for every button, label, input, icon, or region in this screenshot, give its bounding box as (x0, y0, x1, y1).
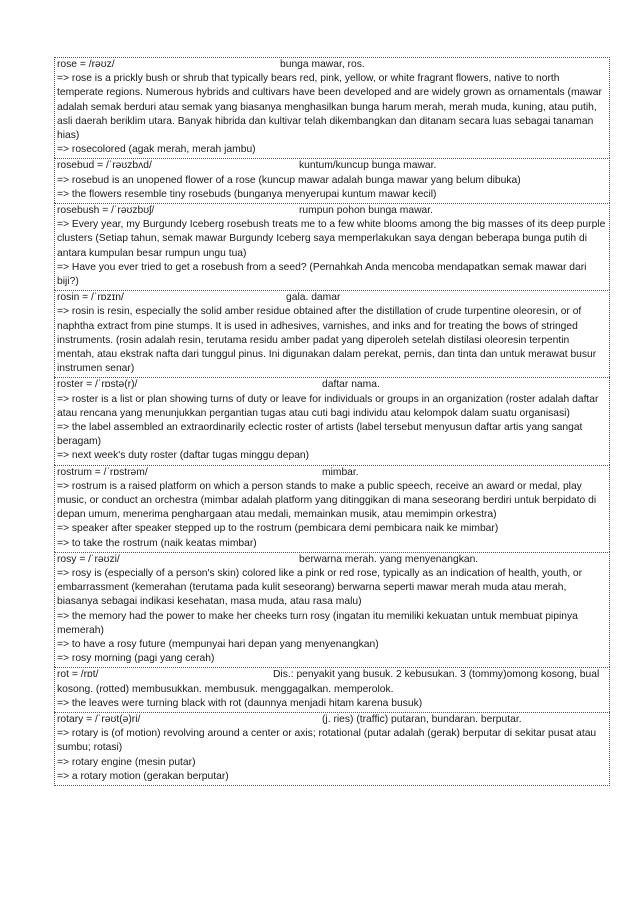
example-line: => the label assembled an extraordinarily eclectic roster of artists (label tersebut menyusun daftar artis yang sangat beragam) (57, 422, 583, 448)
translation: Dis.: penyakit yang busuk. 2 kebusukan. 3 (tommy)omong kosong, bual kosong. (rotted) membusukkan. membusuk. menggagalkan. memperolok. (57, 669, 600, 695)
headword: rosebud = /ˈrəʊzbʌd/ (57, 160, 152, 172)
definition-line: => rosin is resin, especially the solid amber residue obtained after the distillation of crude turpentine oleoresin, or of naphtha extract from pine stumps. It is used in adhesives, varnishes, and inks and for treating the bows of stringed instruments. (rosin adalah resin, terutama residu amber padat yang diperoleh setelah distilasi oleoresin terpentin mentah, atau ekstrak nafta dari tunggul pinus. Ini digunakan dalam perekat, pernis, dan tinta dan untuk merawat busur instrumen senar) (57, 306, 597, 375)
entry-header (57, 159, 607, 173)
headword: rosebush = /ˈrəʊzbʊʃ/ (57, 205, 155, 216)
definition-line: => rosebud is an unopened flower of a rose (kuncup mawar adalah bunga mawar yang belum dibuka) (57, 174, 521, 186)
translation: (j. ries) (traffic) putaran, bundaran. berputar. (322, 714, 522, 726)
example-line: => the leaves were turning black with rot (daunnya menjadi hitam karena busuk) (57, 697, 423, 709)
entry-rosin (54, 290, 610, 377)
entry-rot (54, 667, 610, 712)
entry-rostrum (54, 465, 610, 552)
example-line: => the memory had the power to make her cheeks turn rosy (ingatan itu memiliki kekuatan untuk membuat pipinya memerah) (57, 610, 578, 636)
example-line: => next week's duty roster (daftar tugas minggu depan) (57, 450, 310, 462)
example-line: => to take the rostrum (naik keatas mimbar) (57, 537, 257, 549)
entry-rose (54, 57, 610, 158)
entry-header (57, 378, 607, 392)
translation: mimbar. (322, 466, 359, 478)
example-line: => a rotary motion (gerakan berputar) (57, 770, 229, 782)
definition-line: => rostrum is a raised platform on which a person stands to make a public speech, receive an award or medal, play music, or conduct an orchestra (mimbar adalah platform yang ditinggikan di mana seseorang berdiri untuk berpidato di depan umum, menerima penghargaan atau medali, memainkan musik, atau memimpin orkestra) (57, 480, 597, 521)
translation: bunga mawar, ros. (280, 59, 365, 70)
entry-header (57, 204, 607, 218)
entry-rosebud (54, 158, 610, 203)
translation: berwarna merah. yang menyenangkan. (299, 553, 479, 565)
translation: daftar nama. (322, 379, 380, 391)
entry-header (57, 58, 607, 72)
translation: rumpun pohon bunga mawar. (299, 205, 433, 216)
translation: gala. damar (286, 292, 341, 304)
entry-header (57, 668, 607, 696)
entry-rosy (54, 552, 610, 668)
definition-line: => roster is a list or plan showing turns of duty or leave for individuals or groups in an organization (roster adalah daftar atau rencana yang menunjukkan pergantian tugas atau cuti bagi individu atau kelompok dalam suatu organisasi) (57, 393, 599, 419)
entry-header (57, 291, 607, 305)
headword: rosin = /ˈrɒzɪn/ (57, 292, 124, 304)
example-line: => rotary engine (mesin putar) (57, 756, 196, 768)
headword: rosy = /ˈrəʊzi/ (57, 553, 120, 565)
example-line: => rosecolored (agak merah, merah jambu) (57, 144, 256, 156)
definition-line: => rotary is (of motion) revolving around a center or axis; rotational (putar adalah (gerak) berputar di sekitar pusat atau sumbu; rotasi) (57, 728, 597, 754)
entry-header (57, 553, 607, 567)
definition-line: => Every year, my Burgundy Iceberg rosebush treats me to a few white blooms among the big masses of its deep purple clusters (Setiap tahun, semak mawar Burgundy Iceberg saya memperlakukan saya dengan beberapa bunga putih di antara kumpulan besar rumpun ungu tua) (57, 219, 606, 259)
headword: roster = /ˈrɒstə(r)/ (57, 379, 138, 391)
entry-roster (54, 377, 610, 464)
example-line: => speaker after speaker stepped up to the rostrum (pembicara demi pembicara naik ke mimbar) (57, 523, 499, 535)
example-line: => Have you ever tried to get a rosebush from a seed? (Pernahkah Anda mencoba mendapatkan semak mawar dari biji?) (57, 261, 587, 287)
headword: rose = /rəʊz/ (57, 59, 115, 70)
definition-line: => rosy is (especially of a person's skin) colored like a pink or red rose, typically as an indication of health, youth, or embarrassment (kemerahan (terutama pada kulit seseorang) berwarna seperti mawar merah muda atau merah, biasanya sebagai indikasi kesehatan, masa muda, atau rasa malu) (57, 568, 583, 608)
headword: rotary = /ˈrəʊt(ə)ri/ (57, 714, 141, 726)
headword: rostrum = /ˈrɒstrəm/ (57, 466, 148, 478)
entry-header (57, 466, 607, 480)
definition-line: => rose is a prickly bush or shrub that typically bears red, pink, yellow, or white fragrant flowers, native to north temperate regions. Numerous hybrids and cultivars have been developed and are widely grown as ornamentals (mawar adalah semak berduri atau semak yang biasanya menghasilkan bunga harum merah, merah muda, kuning, atau putih, asli daerah beriklim utara. Banyak hibrida dan kultivar telah dikembangkan dan ditanam secara luas sebagai tanaman hias) (57, 73, 602, 141)
example-line: => to have a rosy future (mempunyai hari depan yang menyenangkan) (57, 639, 379, 651)
headword: rot = /rɒt/ (57, 669, 99, 681)
example-line: => rosy morning (pagi yang cerah) (57, 653, 215, 665)
example-line: => the flowers resemble tiny rosebuds (bunganya menyerupai kuntum mawar kecil) (57, 188, 437, 200)
entry-rotary (54, 712, 610, 786)
entry-header (57, 713, 607, 727)
dictionary-page (54, 57, 610, 786)
entry-rosebush (54, 203, 610, 290)
translation: kuntum/kuncup bunga mawar. (299, 160, 437, 172)
